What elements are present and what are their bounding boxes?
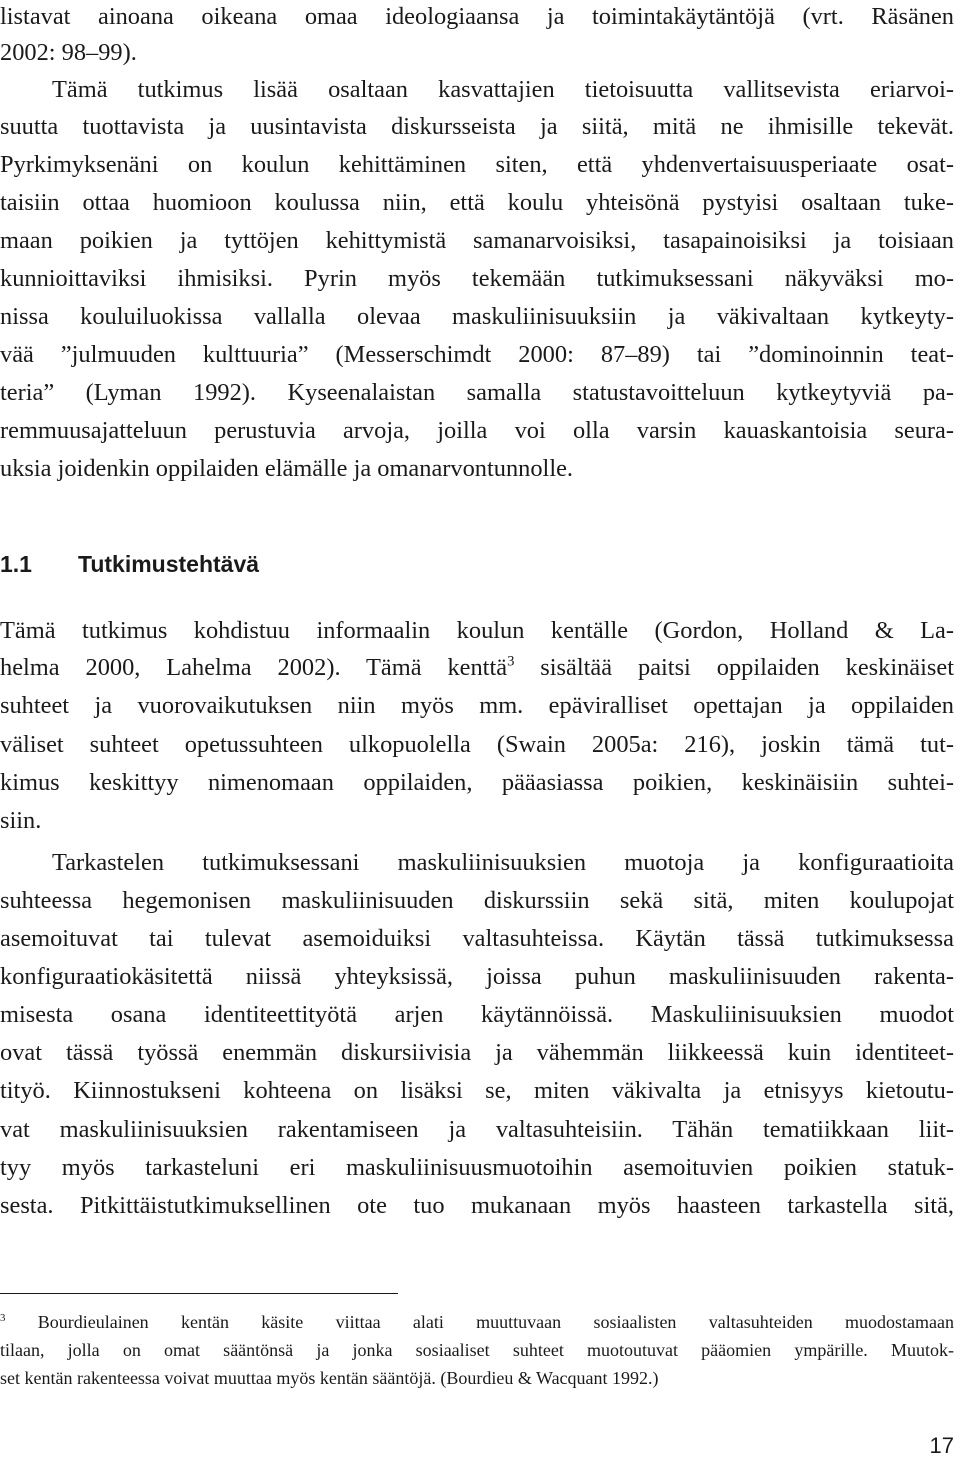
body-text-line: listavat ainoana oikeana omaa ideologiaansa ja toimintakäytäntöjä (vrt. Räsänen xyxy=(0,3,954,30)
body-text-line: vää ”julmuuden kulttuuria” (Messerschimdt 2000: 87–89) tai ”dominoinnin teat- xyxy=(0,341,954,368)
body-text-line: uksia joidenkin oppilaiden elämälle ja omanarvontunnolle. xyxy=(0,455,574,482)
body-text-line: väliset suhteet opetussuhteen ulkopuolella (Swain 2005a: 216), joskin tämä tut- xyxy=(0,731,954,758)
body-text-line: siin. xyxy=(0,807,42,834)
body-text-line: suhteessa hegemonisen maskuliinisuuden diskurssiin sekä sitä, miten koulupojat xyxy=(0,887,954,914)
body-text-line: misesta osana identiteettityötä arjen käytännöissä. Maskuliinisuuksien muodot xyxy=(0,1001,954,1028)
footnote-reference: 3 xyxy=(507,653,515,670)
text-segment: helma 2000, Lahelma 2002). Tämä kenttä xyxy=(0,654,508,681)
body-text-line: maan poikien ja tyttöjen kehittymistä samanarvoisiksi, tasapainoisiksi ja toisiaan xyxy=(0,227,954,254)
body-text-line: tityö. Kiinnostukseni kohteena on lisäksi se, miten väkivalta ja etnisyys kietoutu- xyxy=(0,1077,954,1104)
section-heading xyxy=(0,549,259,579)
footnote-marker: 3 xyxy=(0,1311,6,1324)
body-text-line: suhteet ja vuorovaikutuksen niin myös mm. epäviralliset opettajan ja oppilaiden xyxy=(0,692,954,719)
body-text-line: remmuusajatteluun perustuvia arvoja, joilla voi olla varsin kauaskantoisia seura- xyxy=(0,417,954,444)
body-text-line: 2002: 98–99). xyxy=(0,39,137,66)
body-text-line: Tämä tutkimus kohdistuu informaalin koulun kentälle (Gordon, Holland & La- xyxy=(0,617,954,644)
body-text-line: vat maskuliinisuuksien rakentamiseen ja valtasuhteisiin. Tähän tematiikkaan liit- xyxy=(0,1116,954,1143)
body-text-line: Tarkastelen tutkimuksessani maskuliinisuuksien muotoja ja konfiguraatioita xyxy=(52,849,954,876)
body-text-line: taisiin ottaa huomioon koulussa niin, että koulu yhteisönä pystyisi osaltaan tuke- xyxy=(0,189,954,216)
body-text-line: kunnioittaviksi ihmisiksi. Pyrin myös tekemään tutkimuksessani näkyväksi mo- xyxy=(0,265,954,292)
text-segment: Bourdieulainen kentän käsite viittaa alati muuttuvaan sosiaalisten valtasuhteiden muodostamaan xyxy=(5,1312,954,1332)
body-text-line: teria” (Lyman 1992). Kyseenalaistan samalla statustavoitteluun kytkeytyviä pa- xyxy=(0,379,954,406)
section-title: Tutkimustehtävä xyxy=(78,551,260,577)
body-text-line: kimus keskittyy nimenomaan oppilaiden, pääasiassa poikien, keskinäisiin suhtei- xyxy=(0,769,954,796)
body-text-line: Tämä tutkimus lisää osaltaan kasvattajien tietoisuutta vallitsevista eriarvoi- xyxy=(52,76,954,103)
footnote-line xyxy=(0,1310,954,1334)
body-text-line: tyy myös tarkasteluni eri maskuliinisuusmuotoihin asemoituvien poikien statuk- xyxy=(0,1154,954,1181)
body-text-line: sesta. Pitkittäistutkimuksellinen ote tuo mukanaan myös haasteen tarkastella sitä, xyxy=(0,1192,954,1219)
body-text-line: ovat tässä työssä enemmän diskursiivisia ja vähemmän liikkeessä kuin identiteet- xyxy=(0,1039,954,1066)
body-text-line: konfiguraatiokäsitettä niissä yhteyksissä, joissa puhun maskuliinisuuden rakenta- xyxy=(0,963,954,990)
page-number: 17 xyxy=(929,1433,954,1458)
body-text-line: nissa kouluiluokissa vallalla olevaa maskuliinisuuksiin ja väkivaltaan kytkeyty- xyxy=(0,303,954,330)
text-segment: sisältää paitsi oppilaiden keskinäiset xyxy=(514,654,955,681)
footnote-separator xyxy=(0,1293,398,1294)
body-text-line xyxy=(0,653,954,683)
footnote-line: tilaan, jolla on omat sääntönsä ja jonka sosiaaliset suhteet muotoutuvat pääomien ympärille. Muutok- xyxy=(0,1340,954,1360)
body-text-line: suutta tuottavista ja uusintavista diskursseista ja siitä, mitä ne ihmisille tekevät. xyxy=(0,113,954,140)
footnote-line: set kentän rakenteessa voivat muuttaa myös kentän sääntöjä. (Bourdieu & Wacquant 1992.) xyxy=(0,1368,659,1388)
body-text-line: asemoituvat tai tulevat asemoiduiksi valtasuhteissa. Käytän tässä tutkimuksessa xyxy=(0,925,954,952)
body-text-line: Pyrkimyksenäni on koulun kehittäminen siten, että yhdenvertaisuusperiaate osat- xyxy=(0,151,954,178)
section-number: 1.1 xyxy=(0,551,32,577)
